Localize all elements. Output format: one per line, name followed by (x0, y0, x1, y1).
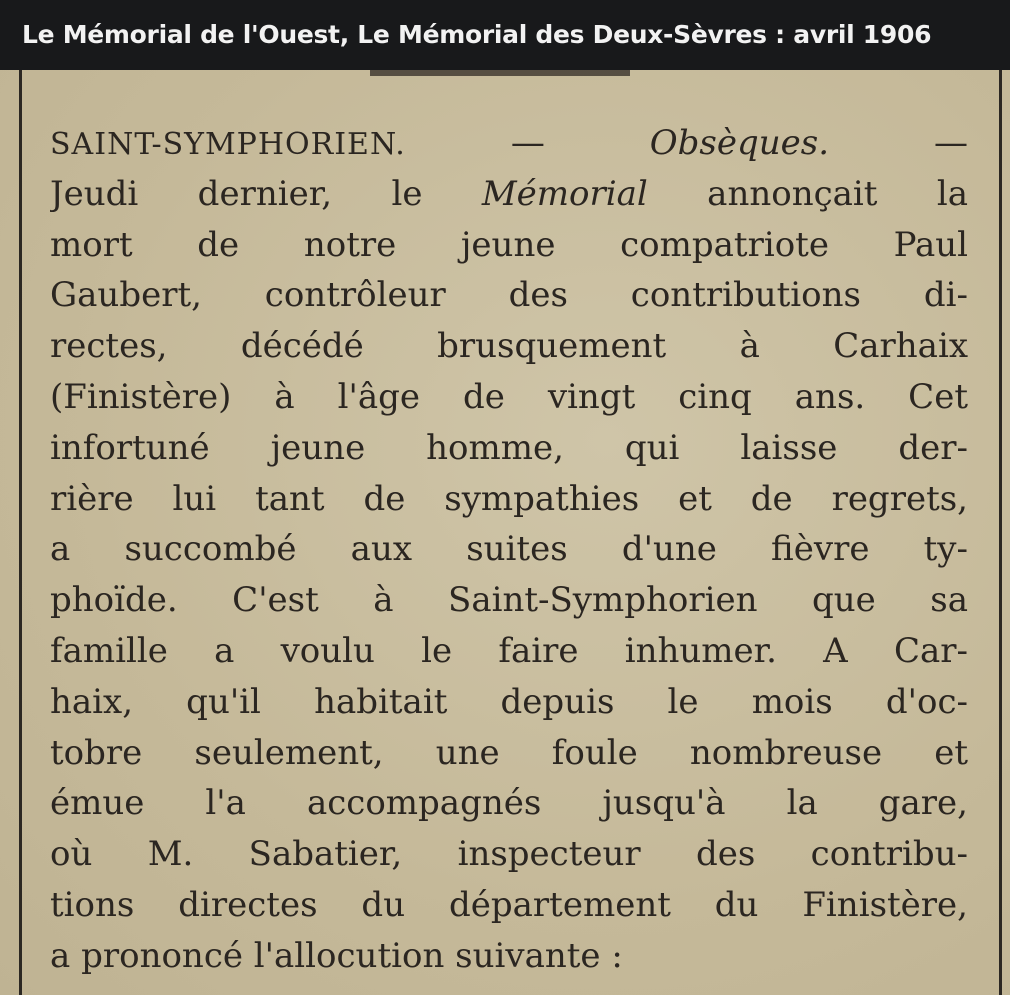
column-rule-left (19, 70, 22, 995)
text-line: Gaubert, contrôleur des contributions di- (50, 275, 968, 316)
text-line: infortuné jeune homme, qui laisse der- (50, 427, 968, 468)
text-line: famille a voulu le faire inhumer. A Car- (50, 630, 968, 671)
article-heading (50, 118, 968, 169)
text-line: où M. Sabatier, inspecteur des contribu- (50, 834, 968, 875)
text-span: annonçait la (707, 173, 968, 214)
text-line: rière lui tant de sympathies et de regrets, (50, 478, 968, 519)
heading-subject: Obsèques. (649, 123, 830, 163)
text-span: Jeudi dernier, le (50, 173, 423, 214)
text-line (50, 169, 968, 220)
article-body (50, 118, 968, 982)
window-title: Le Mémorial de l'Ouest, Le Mémorial des Deux-Sèvres : avril 1906 (0, 0, 1010, 70)
text-line: émue l'a accompagnés jusqu'à la gare, (50, 783, 968, 824)
heading-dash: — (934, 123, 968, 163)
column-rule-right (999, 70, 1002, 995)
text-line: a prononcé l'allocution suivante : (50, 935, 623, 976)
text-line: a succombé aux suites d'une fièvre ty- (50, 529, 968, 570)
text-line: rectes, décédé brusquement à Carhaix (50, 326, 968, 367)
text-line: (Finistère) à l'âge de vingt cinq ans. Cet (50, 376, 968, 417)
heading-place: SAINT-SYMPHORIEN. (50, 127, 406, 162)
separator-ornament (370, 70, 630, 76)
text-line: phoïde. C'est à Saint-Symphorien que sa (50, 580, 968, 621)
text-line: haix, qu'il habitait depuis le mois d'oc- (50, 681, 968, 722)
text-line: mort de notre jeune compatriote Paul (50, 224, 968, 265)
text-line: tobre seulement, une foule nombreuse et (50, 732, 968, 773)
heading-dash: — (510, 123, 545, 163)
text-line: tions directes du département du Finistère, (50, 884, 968, 925)
newspaper-name: Mémorial (481, 173, 648, 214)
